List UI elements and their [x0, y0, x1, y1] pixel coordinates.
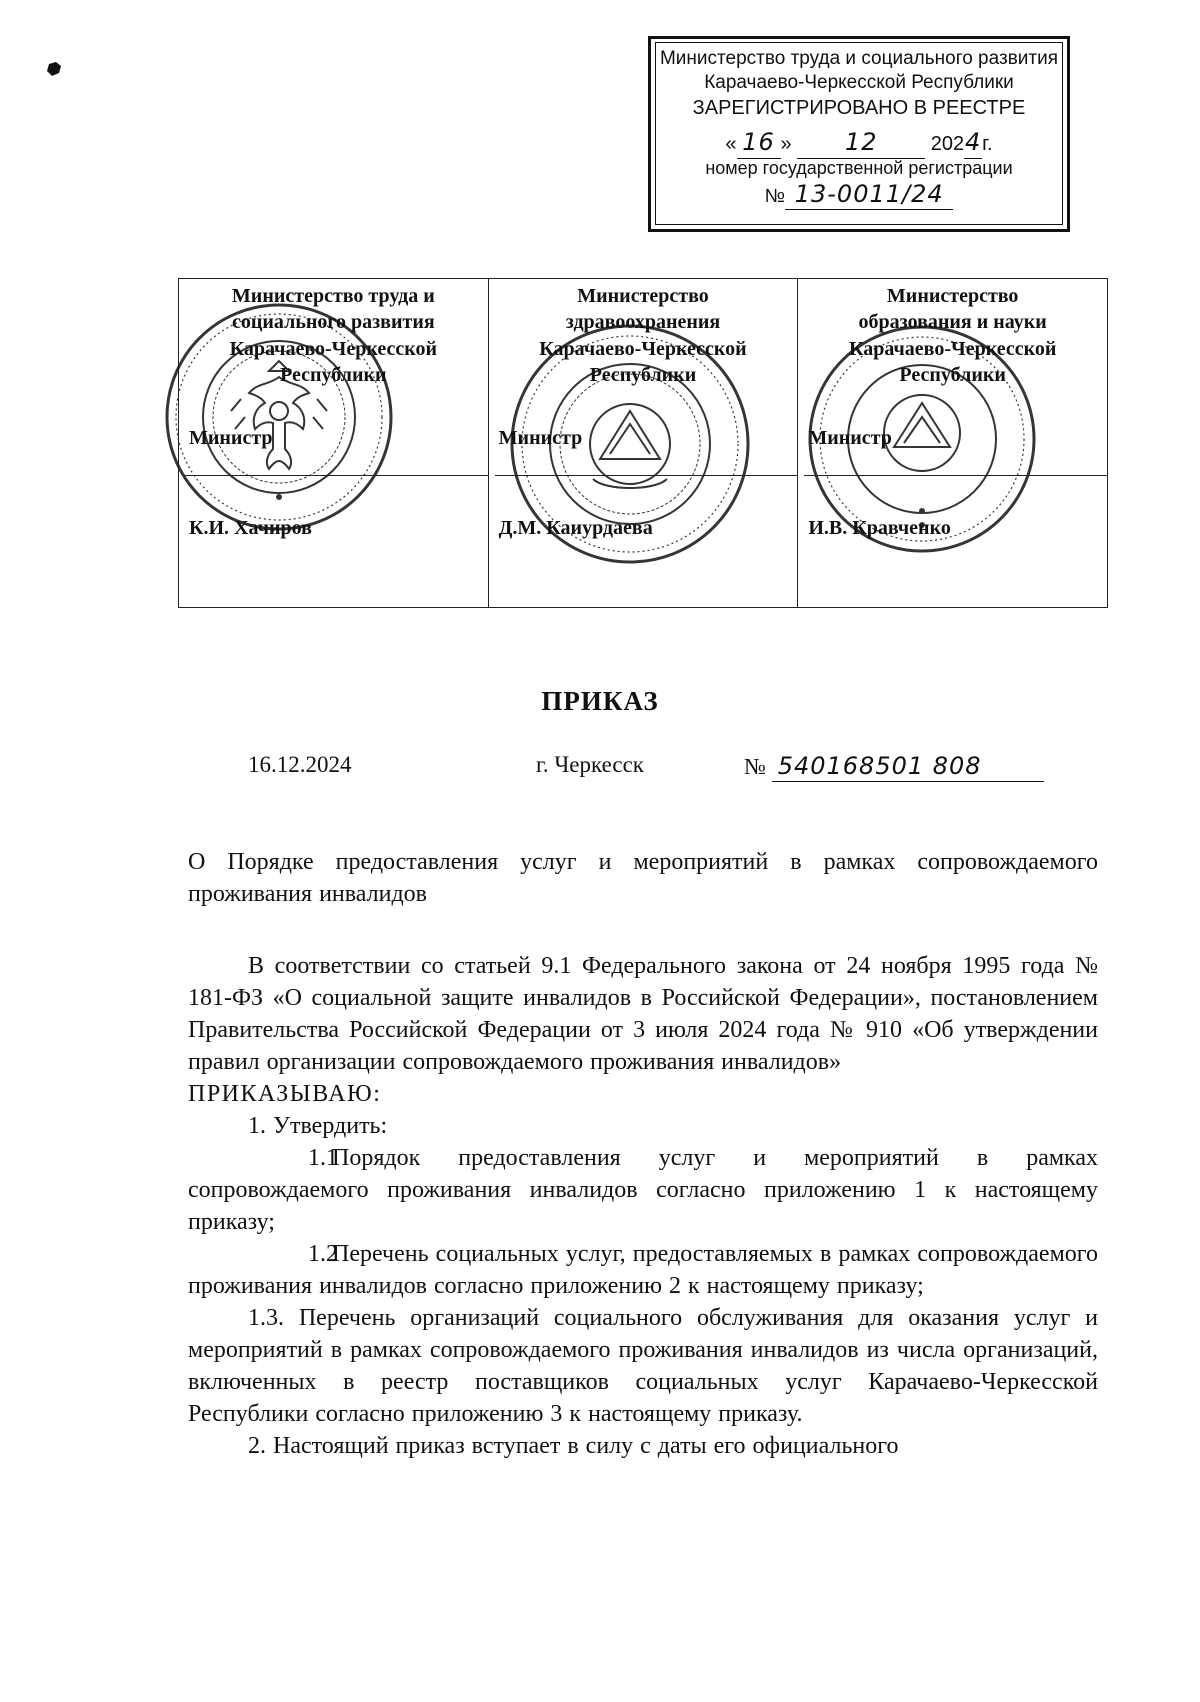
- item-1-1: [188, 1142, 1098, 1238]
- stamp-month: 12: [844, 128, 878, 157]
- document-date: 16.12.2024: [248, 752, 352, 777]
- stamp-year-prefix: 202: [930, 133, 965, 156]
- document-preamble: В соответствии со статьей 9.1 Федерального закона от 24 ноября 1995 года № 181-ФЗ «О социальной защите инвалидов в Российской Федерации», постановлением Правительства Российской Федерации от 3 июля 2024 года № 910 «Об утверждении правил организации сопровождаемого проживания инвалидов»: [188, 953, 1098, 1075]
- signatory-name: Д.М. Каиурдаева: [498, 517, 653, 539]
- document-number-line: [744, 752, 1044, 782]
- signature-org-name: Министерство труда и социального развития Карачаево-Черкесской Республики: [229, 285, 438, 387]
- stamp-registered-line: ЗАРЕГИСТРИРОВАНО В РЕЕСТРЕ: [692, 96, 1026, 119]
- document-number: 540168501 808: [777, 752, 982, 780]
- signature-role: Министр: [498, 427, 583, 449]
- document-title: ПРИКАЗ: [541, 686, 659, 716]
- signature-role: Министр: [808, 427, 892, 449]
- item-1-3: 1.3. Перечень организаций социального обслуживания для оказания услуг и мероприятий в рамках сопровождаемого проживания инвалидов из числа организаций, включенных в реестр поставщиков социальных услуг Карачаево-Черкесской Республики согласно приложению 3 к настоящему приказу.: [188, 1305, 1098, 1427]
- item-1-1-number: 1.1: [308, 1145, 338, 1171]
- stamp-year-digit: 4: [965, 128, 982, 157]
- signature-table: [178, 278, 1108, 608]
- item-1-1-text: Порядок предоставления услуг и мероприятий в рамках сопровождаемого проживания инвалидов согласно приложению 1 к настоящему приказу;: [188, 1145, 1098, 1235]
- stamp-number-prefix: №: [764, 185, 786, 207]
- stamp-number-line: [656, 179, 1062, 211]
- signature-block-labor-ministry: [179, 279, 489, 607]
- signature-org-name: Министерство здравоохранения Карачаево-Черкесской Республики: [539, 285, 747, 387]
- stamp-registration-number-label: номер государственной регистрации: [705, 157, 1013, 178]
- registration-stamp: [648, 36, 1070, 232]
- stamp-republic-line: Карачаево-Черкесской Республики: [704, 72, 1014, 94]
- order-word: ПРИКАЗЫВАЮ:: [188, 1081, 382, 1107]
- document-city: г. Черкесск: [536, 752, 644, 777]
- signatory-name: К.И. Хачиров: [189, 517, 312, 539]
- signatory-name: И.В. Кравченко: [808, 517, 951, 539]
- stamp-quote-close: »: [780, 133, 792, 156]
- stamp-day: 16: [742, 128, 775, 157]
- stamp-ministry-line: Министерство труда и социального развития: [659, 48, 1059, 69]
- document-number-label: №: [744, 754, 766, 779]
- item-1-2-number: 1.2: [308, 1241, 338, 1267]
- item-1: 1. Утвердить:: [248, 1113, 388, 1139]
- signature-line: [185, 475, 488, 476]
- signature-block-education-ministry: [798, 279, 1107, 607]
- signature-line: [495, 475, 798, 476]
- signature-line: [804, 475, 1107, 476]
- item-1-2-text: Перечень социальных услуг, предоставляемых в рамках сопровождаемого проживания инвалидов согласно приложению 2 к настоящему приказу;: [188, 1241, 1098, 1299]
- signature-role: Министр: [189, 427, 273, 449]
- stamp-date-line: [656, 127, 1062, 159]
- item-2: 2. Настоящий приказ вступает в силу с даты его официального: [248, 1433, 899, 1459]
- stamp-quote-open: «: [725, 133, 737, 156]
- registration-stamp-inner-frame: [655, 42, 1063, 225]
- document-body: [188, 846, 1098, 1462]
- stamp-number: 13-0011/24: [794, 179, 944, 208]
- item-1-2: [188, 1238, 1098, 1302]
- scan-speck: [46, 62, 62, 76]
- document-subject: О Порядке предоставления услуг и мероприятий в рамках сопровождаемого проживания инвалидов: [188, 849, 1098, 907]
- signature-block-health-ministry: [489, 279, 799, 607]
- signature-org-name: Министерство образования и науки Карачаево-Черкесской Республики: [848, 285, 1057, 387]
- stamp-year-suffix: г.: [982, 133, 993, 156]
- coat-of-arms-icon: [884, 395, 960, 471]
